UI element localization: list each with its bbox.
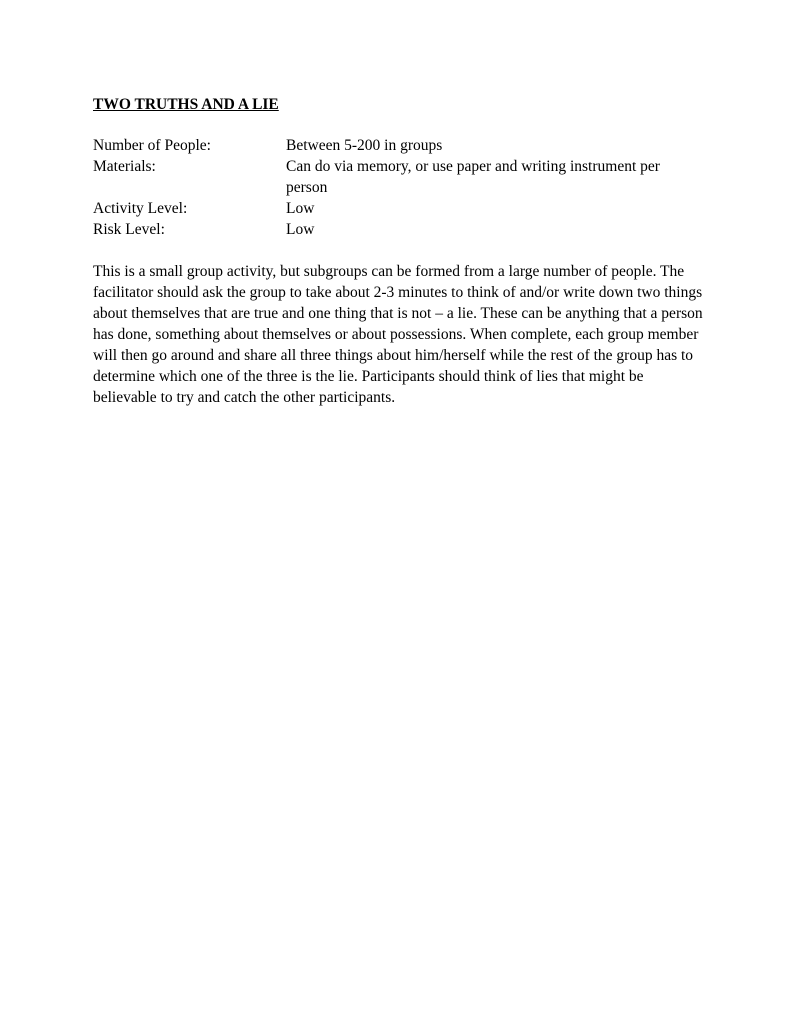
- document-title: TWO TRUTHS AND A LIE: [93, 96, 279, 113]
- info-label-activity-level: Activity Level:: [93, 200, 188, 217]
- info-value-risk-level: Low: [286, 221, 315, 238]
- info-value-number-of-people: Between 5-200 in groups: [286, 137, 443, 154]
- info-label-materials: Materials:: [93, 158, 156, 175]
- info-label-risk-level: Risk Level:: [93, 221, 165, 238]
- activity-info-table: [93, 135, 703, 240]
- info-label-number-of-people: Number of People:: [93, 137, 211, 154]
- document-page: [93, 94, 703, 408]
- info-value-materials: Can do via memory, or use paper and writing instrument per person: [286, 158, 660, 196]
- activity-description: This is a small group activity, but subgroups can be formed from a large number of people. The facilitator should ask the group to take about 2-3 minutes to think of and/or write down two things about themselves that are true and one thing that is not – a lie. These can be anything that a person has done, something about themselves or about possessions. When complete, each group member will then go around and share all three things about him/herself while the rest of the group has to determine which one of the three is the lie. Participants should think of lies that might be believable to try and catch the other participants.: [93, 263, 703, 406]
- info-value-activity-level: Low: [286, 200, 315, 217]
